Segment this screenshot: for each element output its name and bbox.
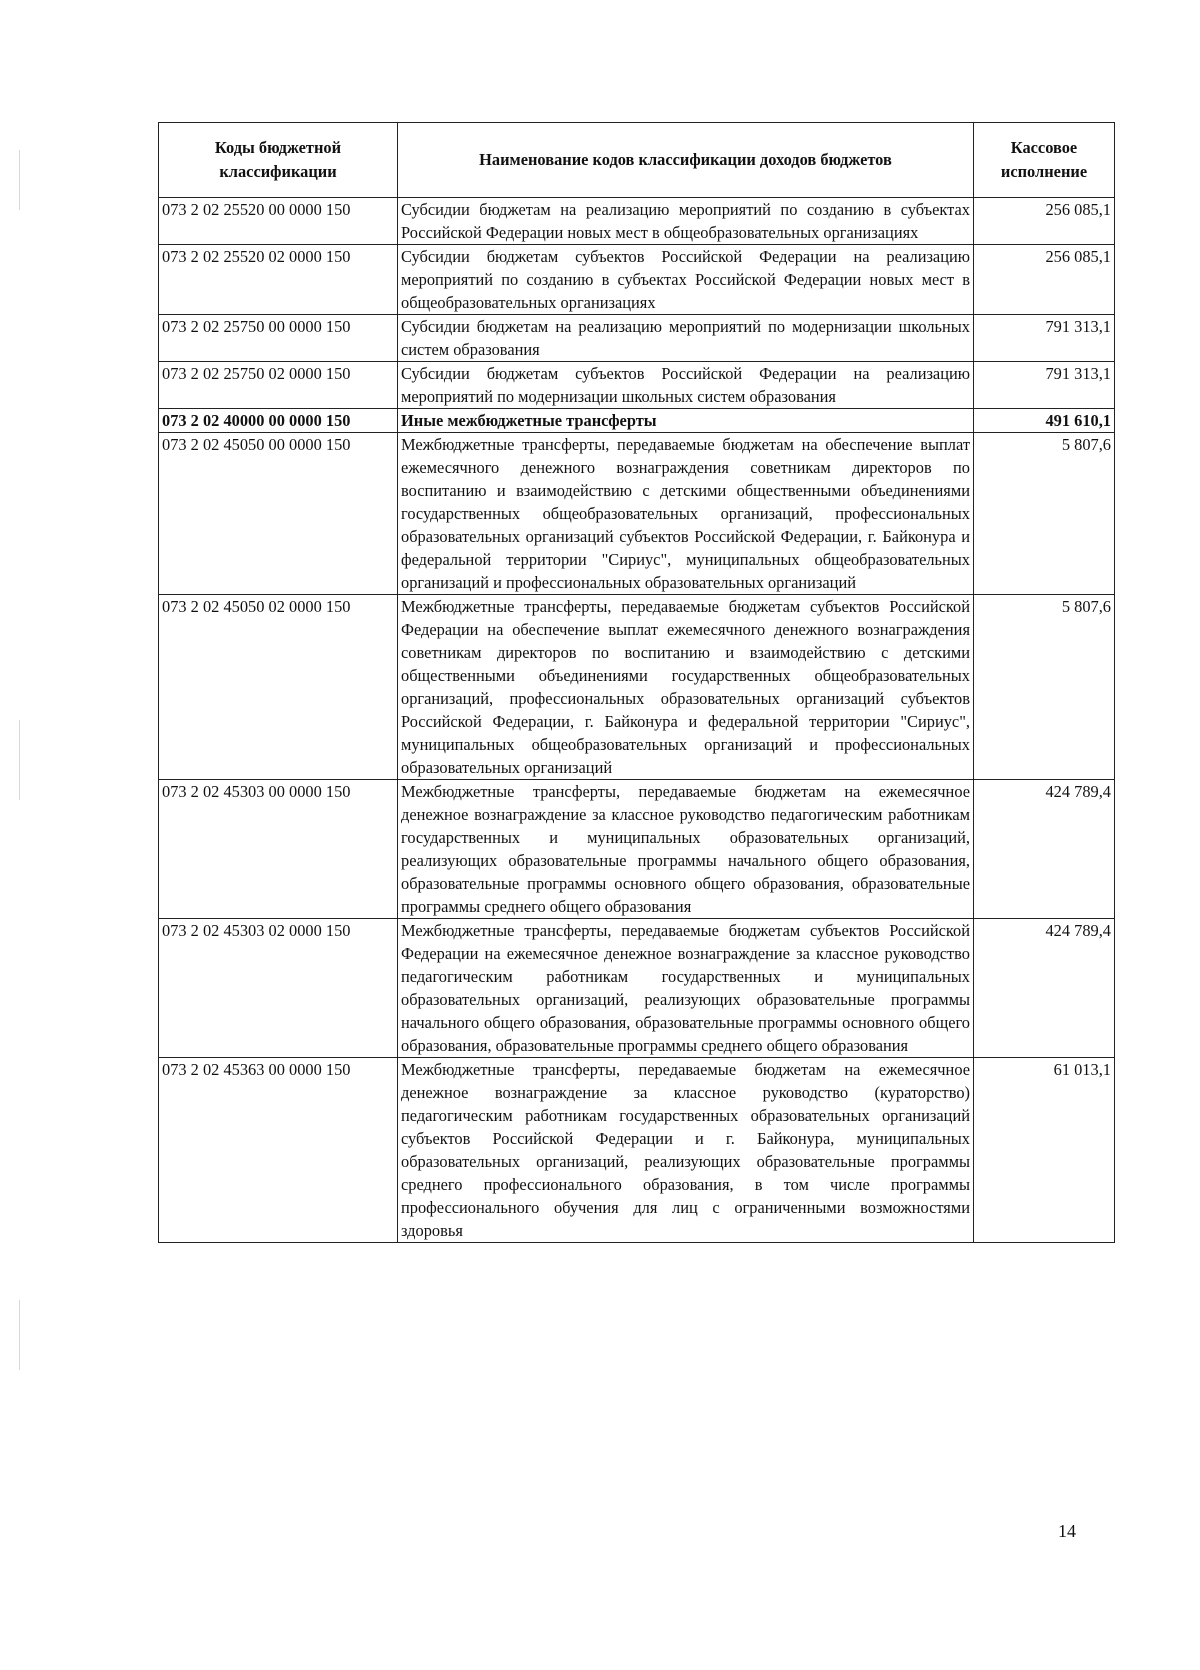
row-amount: 5 807,6	[974, 433, 1115, 595]
row-amount: 491 610,1	[974, 409, 1115, 433]
table-row	[159, 245, 1115, 315]
row-code: 073 2 02 25750 00 0000 150	[159, 315, 398, 362]
row-name: Межбюджетные трансферты, передаваемые бюджетам субъектов Российской Федерации на ежемесячное денежное вознаграждение за классное руководство педагогическим работникам государственных и муниципальных образовательных организаций, реализующих образовательные программы начального общего образования, образовательные программы основного общего образования, образовательные программы среднего общего образования	[398, 919, 974, 1058]
row-amount: 61 013,1	[974, 1058, 1115, 1243]
row-code: 073 2 02 45050 02 0000 150	[159, 595, 398, 780]
row-code: 073 2 02 25520 00 0000 150	[159, 198, 398, 245]
row-code: 073 2 02 25520 02 0000 150	[159, 245, 398, 315]
table-row	[159, 433, 1115, 595]
row-name: Субсидии бюджетам на реализацию мероприятий по созданию в субъектах Российской Федерации новых мест в общеобразовательных организациях	[398, 198, 974, 245]
header-amount: Кассовое исполнение	[974, 123, 1115, 198]
row-amount: 256 085,1	[974, 245, 1115, 315]
row-code: 073 2 02 45363 00 0000 150	[159, 1058, 398, 1243]
row-amount: 424 789,4	[974, 919, 1115, 1058]
table-row	[159, 919, 1115, 1058]
table-row	[159, 315, 1115, 362]
row-amount: 424 789,4	[974, 780, 1115, 919]
row-name: Межбюджетные трансферты, передаваемые бюджетам на обеспечение выплат ежемесячного денежного вознаграждения советникам директоров по воспитанию и взаимодействию с детскими общественными объединениями государственных общеобразовательных организаций, профессиональных образовательных организаций субъектов Российской Федерации, г. Байконура и федеральной территории "Сириус", муниципальных общеобразовательных организаций и профессиональных образовательных организаций	[398, 433, 974, 595]
table-row	[159, 780, 1115, 919]
row-amount: 5 807,6	[974, 595, 1115, 780]
row-name: Межбюджетные трансферты, передаваемые бюджетам на ежемесячное денежное вознаграждение за классное руководство педагогическим работникам государственных и муниципальных образовательных организаций, реализующих образовательные программы начального общего образования, образовательные программы основного общего образования, образовательные программы среднего общего образования	[398, 780, 974, 919]
header-name: Наименование кодов классификации доходов бюджетов	[398, 123, 974, 198]
table-header-row	[159, 123, 1115, 198]
row-code: 073 2 02 40000 00 0000 150	[159, 409, 398, 433]
page-number: 14	[1058, 1521, 1076, 1541]
row-name: Межбюджетные трансферты, передаваемые бюджетам субъектов Российской Федерации на обеспечение выплат ежемесячного денежного вознаграждения советникам директоров по воспитанию и взаимодействию с детскими общественными объединениями государственных общеобразовательных организаций, профессиональных образовательных организаций субъектов Российской Федерации, г. Байконура и федеральной территории "Сириус", муниципальных общеобразовательных организаций и профессиональных образовательных организаций	[398, 595, 974, 780]
table-row	[159, 198, 1115, 245]
row-amount: 256 085,1	[974, 198, 1115, 245]
table-row-bold	[159, 409, 1115, 433]
row-code: 073 2 02 45303 00 0000 150	[159, 780, 398, 919]
row-code: 073 2 02 45050 00 0000 150	[159, 433, 398, 595]
row-code: 073 2 02 25750 02 0000 150	[159, 362, 398, 409]
row-name: Субсидии бюджетам на реализацию мероприятий по модернизации школьных систем образования	[398, 315, 974, 362]
scan-margin-mark	[19, 720, 20, 800]
row-code: 073 2 02 45303 02 0000 150	[159, 919, 398, 1058]
row-name: Субсидии бюджетам субъектов Российской Федерации на реализацию мероприятий по созданию в субъектах Российской Федерации новых мест в общеобразовательных организациях	[398, 245, 974, 315]
row-name: Субсидии бюджетам субъектов Российской Федерации на реализацию мероприятий по модернизации школьных систем образования	[398, 362, 974, 409]
table-row	[159, 362, 1115, 409]
table-row	[159, 595, 1115, 780]
row-amount: 791 313,1	[974, 362, 1115, 409]
budget-table	[158, 122, 1115, 1243]
row-name: Межбюджетные трансферты, передаваемые бюджетам на ежемесячное денежное вознаграждение за классное руководство (кураторство) педагогическим работникам государственных образовательных организаций субъектов Российской Федерации и г. Байконура, муниципальных образовательных организаций, реализующих образовательные программы среднего профессионального образования, в том числе программы профессионального обучения для лиц с ограниченными возможностями здоровья	[398, 1058, 974, 1243]
scan-margin-mark	[19, 1300, 20, 1370]
header-code: Коды бюджетной классификации	[159, 123, 398, 198]
row-name: Иные межбюджетные трансферты	[398, 409, 974, 433]
scan-margin-mark	[19, 150, 20, 210]
table-row	[159, 1058, 1115, 1243]
row-amount: 791 313,1	[974, 315, 1115, 362]
